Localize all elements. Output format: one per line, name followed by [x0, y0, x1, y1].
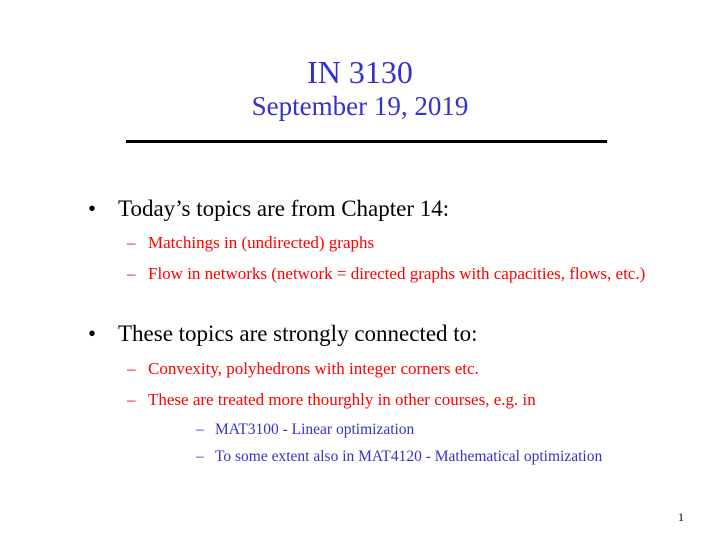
bullet-text: Today’s topics are from Chapter 14: [118, 196, 450, 221]
page-number: 1 [678, 510, 684, 524]
bullet-marker: • [88, 196, 97, 221]
lecture-date: September 19, 2019 [251, 91, 469, 121]
sub-sub-bullet-text: MAT3100 - Linear optimization [215, 421, 415, 438]
sub-bullet-marker: – [127, 390, 136, 409]
sub-bullet-text: Convexity, polyhedrons with integer corners etc. [148, 359, 479, 378]
sub-sub-bullet-text: To some extent also in MAT4120 - Mathematical optimization [215, 448, 603, 465]
sub-sub-bullet-marker: – [196, 421, 204, 438]
sub-bullet-marker: – [127, 233, 136, 252]
sub-bullet-text: These are treated more thourghly in other courses, e.g. in [148, 390, 536, 409]
sub-bullet-text: Flow in networks (network = directed graphs with capacities, flows, etc.) [148, 264, 646, 283]
sub-bullet-marker: – [127, 264, 136, 283]
course-code: IN 3130 [307, 54, 413, 90]
sub-bullet-marker: – [127, 359, 136, 378]
sub-bullet-text: Matchings in (undirected) graphs [148, 233, 375, 252]
sub-sub-bullet-marker: – [196, 448, 204, 465]
bullet-marker: • [88, 321, 97, 346]
bullet-text: These topics are strongly connected to: [118, 321, 478, 346]
